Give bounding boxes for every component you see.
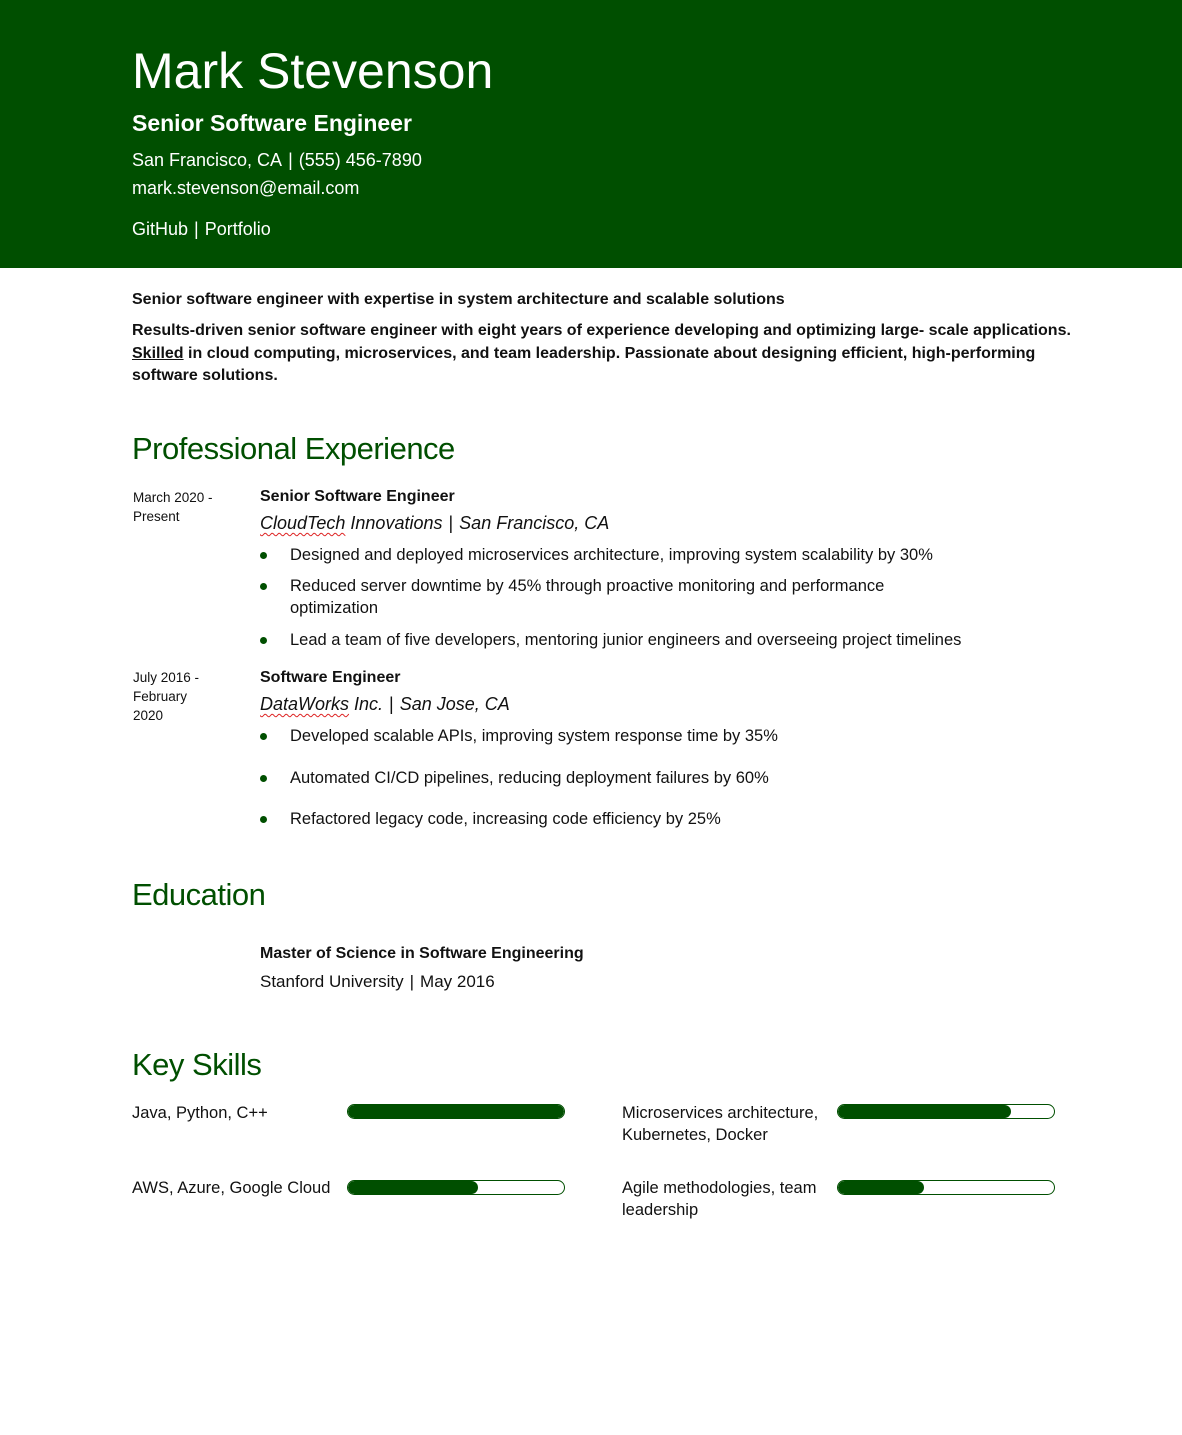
skill-level-fill (838, 1105, 1011, 1118)
date-line: February (133, 689, 188, 704)
bullet-icon (260, 816, 267, 823)
separator: | (389, 694, 394, 714)
job-location: San Jose, CA (399, 694, 510, 714)
graduation-date: May 2016 (420, 972, 495, 991)
company-suffix: Inc. (349, 694, 384, 714)
bullet-icon (260, 552, 267, 559)
skill-level-bar (837, 1104, 1055, 1119)
school-line (260, 970, 495, 994)
skilled-link[interactable]: Skilled (132, 344, 184, 362)
candidate-name: Mark Stevenson (132, 43, 494, 99)
job-location: San Francisco, CA (459, 513, 610, 533)
job-title: Software Engineer (260, 669, 401, 686)
bullet-icon (260, 775, 267, 782)
date-line: July 2016 - (133, 670, 200, 685)
skill-level-bar (347, 1104, 565, 1119)
contact-line (132, 148, 422, 172)
bullet-icon (260, 583, 267, 590)
skill-level-bar (837, 1180, 1055, 1195)
skill-level-fill (348, 1181, 478, 1194)
summary-line-1: Results-driven senior software engineer with eight years of experience developing and optimizing large- scale applications. (132, 322, 1071, 339)
summary-line-2: in cloud computing, microservices, and team leadership. Passionate about designing efficient, high-performing software solutions. (132, 344, 1036, 384)
bullet-text: Developed scalable APIs, improving system response time by 35% (290, 727, 778, 745)
bullet-text: Automated CI/CD pipelines, reducing deployment failures by 60% (290, 769, 769, 787)
skill-label: Java, Python, C++ (132, 1104, 268, 1122)
separator: | (448, 513, 454, 533)
job-date (133, 488, 243, 526)
separator: | (194, 219, 199, 239)
summary-headline: Senior software engineer with expertise in system architecture and scalable solutions (132, 291, 785, 308)
job-company-line (260, 511, 609, 535)
bullet-text: Lead a team of five developers, mentoring junior engineers and overseeing project timelines (290, 631, 962, 649)
location-text: San Francisco, CA (132, 150, 283, 170)
experience-heading: Professional Experience (132, 431, 455, 466)
bullet-text: Reduced server downtime by 45% through proactive monitoring and performance optimization (290, 577, 885, 617)
bullet-text: Designed and deployed microservices architecture, improving system scalability by 30% (290, 546, 933, 564)
skill-level-fill (838, 1181, 924, 1194)
job-date (133, 668, 243, 725)
separator: | (409, 972, 415, 991)
resume-header (0, 0, 1182, 268)
job-title: Senior Software Engineer (260, 488, 455, 505)
skill-level-bar (347, 1180, 565, 1195)
degree-title: Master of Science in Software Engineering (260, 945, 584, 962)
company-name: CloudTech (260, 513, 346, 533)
company-suffix: Innovations (345, 513, 443, 533)
phone-text: (555) 456-7890 (298, 150, 422, 170)
separator: | (288, 150, 293, 170)
school-name: Stanford University (260, 972, 404, 991)
links-line (132, 217, 271, 241)
date-line: March 2020 - (133, 490, 213, 505)
email-link[interactable]: mark.stevenson@email.com (132, 178, 360, 198)
bullet-icon (260, 733, 267, 740)
skill-label: Microservices architecture, Kubernetes, Docker (622, 1104, 819, 1144)
job-company-line (260, 692, 510, 716)
skill-label: AWS, Azure, Google Cloud (132, 1179, 331, 1197)
skill-level-fill (348, 1105, 564, 1118)
skill-label: Agile methodologies, team leadership (622, 1179, 817, 1219)
skills-heading: Key Skills (132, 1047, 262, 1082)
date-line: Present (133, 509, 180, 524)
portfolio-link[interactable]: Portfolio (204, 219, 271, 239)
candidate-title: Senior Software Engineer (132, 110, 412, 136)
github-link[interactable]: GitHub (132, 219, 189, 239)
company-name: DataWorks (260, 694, 350, 714)
summary-paragraph (132, 320, 1087, 388)
education-heading: Education (132, 877, 266, 912)
date-line: 2020 (133, 708, 164, 723)
bullet-icon (260, 637, 267, 644)
bullet-text: Refactored legacy code, increasing code efficiency by 25% (290, 810, 721, 828)
